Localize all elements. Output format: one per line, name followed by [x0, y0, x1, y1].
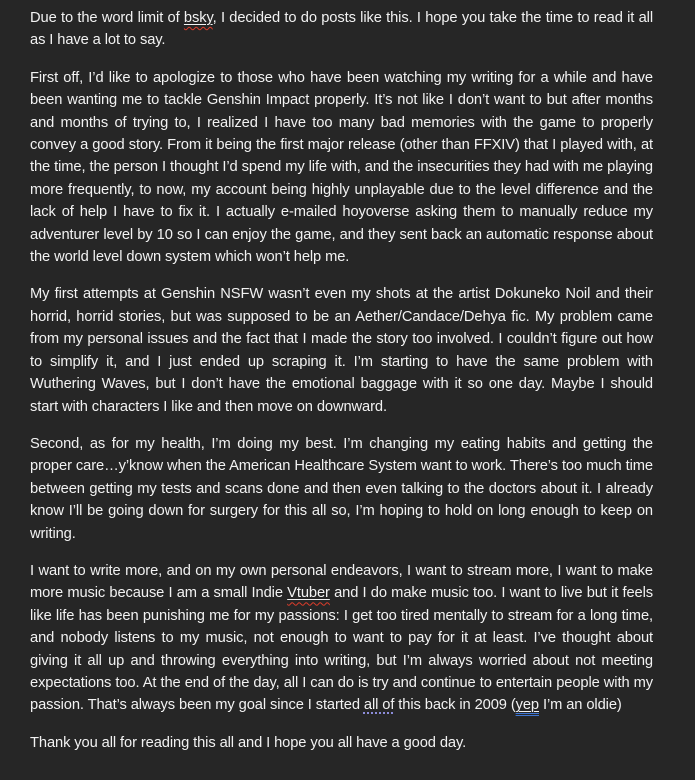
link-vtuber[interactable] [287, 585, 330, 601]
paragraph-text: , I decided to do posts like this. I hope you take the time to read it all as I have a lot to say. [30, 10, 653, 49]
link-yep[interactable] [516, 697, 539, 713]
paragraph-text: I’m an oldie) [539, 697, 622, 714]
paragraph [30, 732, 653, 754]
paragraph-text: My first attempts at Genshin NSFW wasn’t even my shots at the artist Dokuneko Noil and their horrid, horrid stories, but was supposed to be an Aether/Candace/Dehya fic. My problem came from my personal issues and the fact that I made the story too involved. I couldn’t figure out how to simplify it, and I just ended up scraping it. I’m starting to have the same problem with Wuthering Waves, but I don’t have the emotional baggage with it so one day. Maybe I should start with characters I like and then move on downward. [30, 286, 653, 415]
paragraph-text: this back in 2009 ( [394, 697, 516, 714]
spellcheck-squiggle: bsky [183, 10, 213, 26]
paragraph-text: Due to the word limit of [30, 10, 184, 26]
paragraph-text: Thank you all for reading this all and I hope you all have a good day. [30, 734, 467, 751]
paragraph-text: I want to write more, and on my own personal endeavors, I want to stream more, I want to make more music because I am a small Indie [30, 562, 653, 602]
spellcheck-squiggle: Vtuber [287, 585, 330, 602]
paragraph [30, 560, 653, 717]
paragraph-text: First off, I’d like to apologize to those who have been watching my writing for a while and have been wanting me to tackle Genshin Impact properly. It’s not like I don’t want to but after months and months of trying to, I realized I have too many bad memories with the game to properly convey a good story. From it being the first major release (other than FFXIV) that I played with, at the time, the person I thought I’d spend my life with, and the insecurities they had with me playing more frequently, to now, my account being highly unplayable due to the level difference and the lack of help I have to fix it. I actually e-mailed hoyoverse asking them to manually reduce my adventurer level by 10 so I can enjoy the game, and they sent back an automatic response about the world level down system which won’t help me. [30, 69, 653, 266]
paragraph-text: Second, as for my health, I’m doing my best. I’m changing my eating habits and getting the proper care…y’know when the American Healthcare System want to work. There’s too much time between getting my tests and scans done and then even talking to the doctors about it. I already know I’ll be going down for surgery for this all so, I’m hoping to hold on long enough to keep on writing. [30, 435, 653, 542]
paragraph [30, 67, 653, 269]
paragraph [30, 433, 653, 545]
grammar-underline: yep [515, 697, 539, 714]
paragraph-text: and I do make music too. I want to live but it feels like life has been punishing me for my passions: I get too tired mentally to stream for a long time, and nobody listens to my music, not enough to want to pay for it at least. I’ve thought about giving it all up and throwing everything into writing, but I’m always worried about not meeting expectations too. At the end of the day, all I can do is try and continue to entertain people with my passion. That’s always been my goal since I started [30, 585, 654, 714]
paragraph [30, 7, 653, 52]
link-bsky[interactable] [184, 10, 213, 26]
paragraph [30, 283, 653, 417]
flagged-phrase-all-of[interactable]: all of [363, 697, 395, 714]
